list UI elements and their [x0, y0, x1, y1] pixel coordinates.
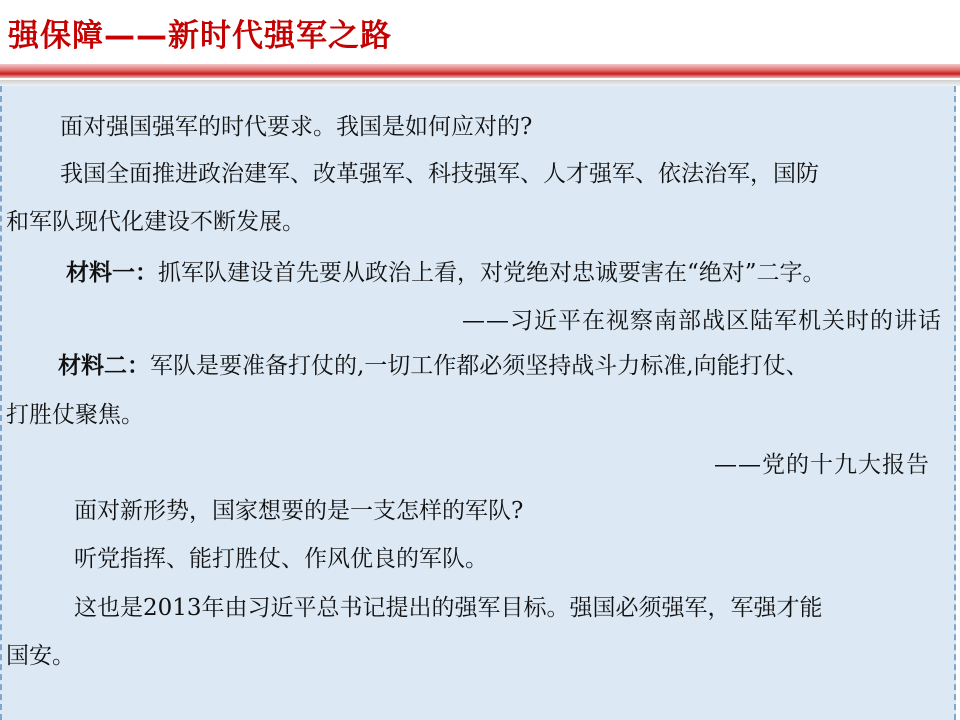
answer-3-line-2: 国安。 [6, 643, 75, 669]
material-2-text: 军队是要准备打仗的,一切工作都必须坚持战斗力标准,向能打仗、 [150, 353, 809, 379]
answer-3-line-1: 这也是2013年由习近平总书记提出的强军目标。强国必须强军，军强才能 [74, 595, 823, 621]
material-1 [66, 258, 826, 288]
material-2-label: 材料二： [58, 352, 150, 379]
material-1-text: 抓军队建设首先要从政治上看，对党绝对忠诚要害在“绝对”二字。 [158, 260, 826, 286]
question-2: 面对新形势，国家想要的是一支怎样的军队? [74, 498, 524, 524]
material-2-line-2: 打胜仗聚焦。 [6, 402, 144, 428]
page-title: 强保障——新时代强军之路 [8, 18, 392, 54]
content-panel [0, 86, 956, 720]
material-1-source: ——习近平在视察南部战区陆军机关时的讲话 [462, 308, 942, 334]
answer-1-line-1: 我国全面推进政治建军、改革强军、科技强军、人才强军、依法治军，国防 [60, 161, 819, 187]
answer-1-line-2: 和军队现代化建设不断发展。 [6, 209, 305, 235]
material-2-source: ——党的十九大报告 [714, 452, 930, 478]
question-1: 面对强国强军的时代要求。我国是如何应对的? [60, 114, 533, 140]
title-divider [0, 64, 960, 78]
material-1-label: 材料一： [66, 259, 158, 286]
material-2 [58, 351, 809, 381]
answer-2: 听党指挥、能打胜仗、作风优良的军队。 [74, 546, 488, 572]
